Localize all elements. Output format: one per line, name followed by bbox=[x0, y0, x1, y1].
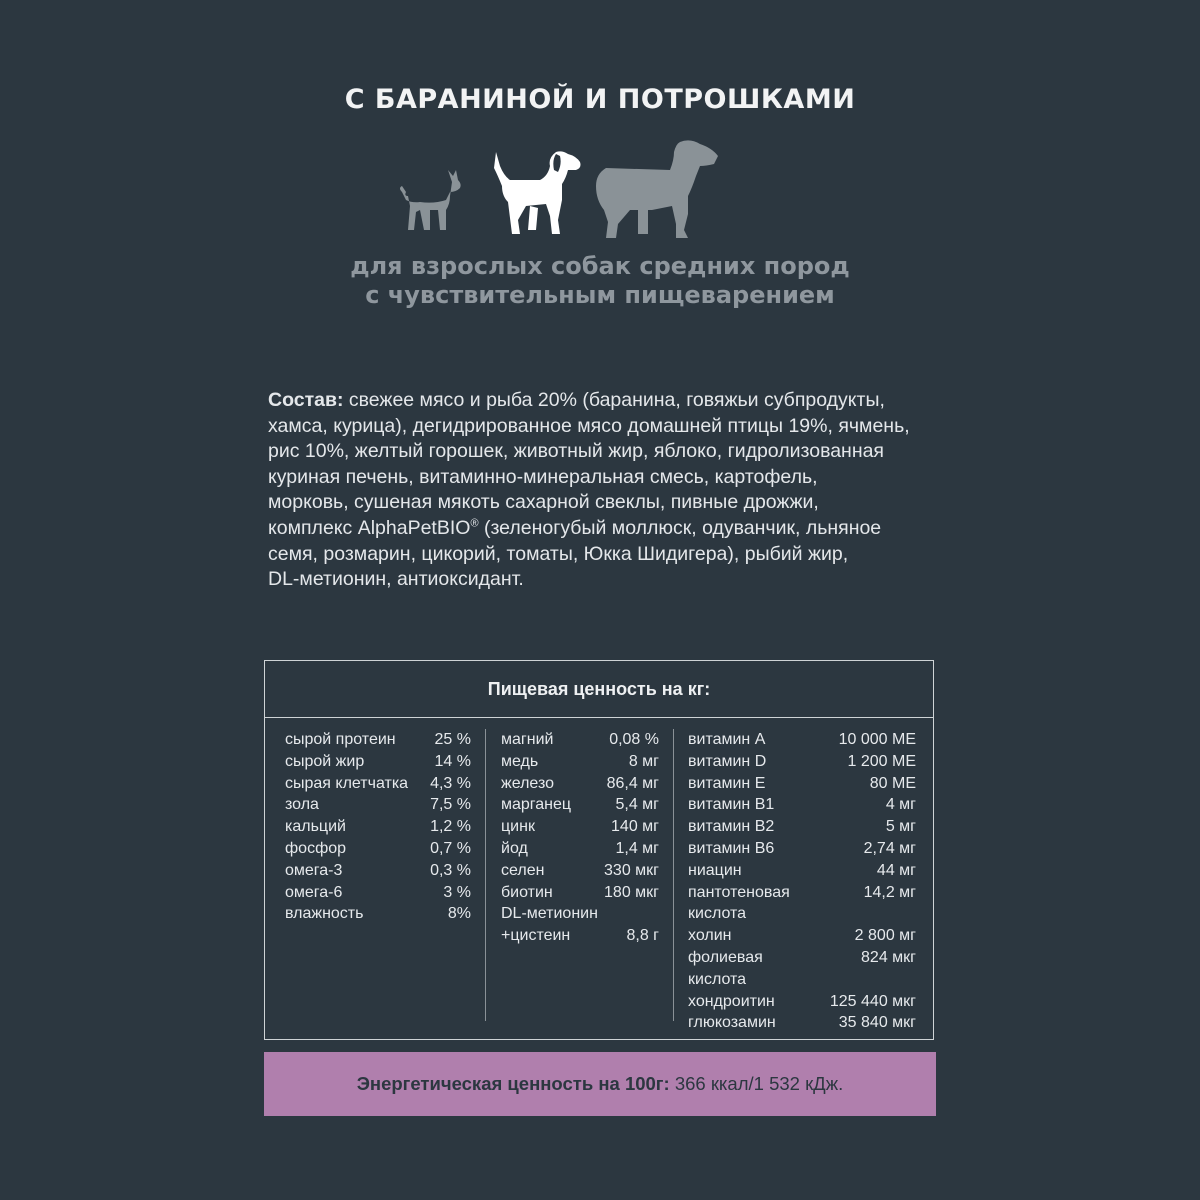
nutrient-name: кислота bbox=[688, 905, 747, 923]
nutrient-value: 4 мг bbox=[885, 796, 916, 814]
nutrient-name: марганец bbox=[501, 796, 572, 814]
nutrient-name: ниацин bbox=[688, 861, 742, 879]
subtitle-line-2: с чувствительным пищеварением bbox=[365, 281, 835, 309]
nutrient-value: 8 мг bbox=[628, 752, 659, 770]
nutrient-row bbox=[688, 794, 916, 816]
nutrient-name: кальций bbox=[285, 818, 346, 836]
nutrient-name: витамин Е bbox=[688, 774, 766, 792]
nutrient-value: 3 % bbox=[443, 883, 471, 901]
registered-mark: ® bbox=[470, 517, 479, 530]
nutrient-row bbox=[501, 773, 659, 795]
column-divider bbox=[673, 729, 674, 1021]
nutrient-value: 10 000 МЕ bbox=[838, 731, 916, 748]
nutrient-row bbox=[688, 729, 916, 751]
nutrient-row bbox=[285, 773, 471, 795]
composition-text bbox=[268, 388, 934, 593]
nutrient-value: 1,4 мг bbox=[615, 839, 659, 857]
small-dog-icon bbox=[400, 170, 461, 230]
nutrient-name: холин bbox=[688, 927, 732, 945]
nutrient-name: сырая клетчатка bbox=[285, 774, 409, 792]
nutrient-name: сырой протеин bbox=[285, 731, 396, 748]
nutrient-name: витамин В1 bbox=[688, 796, 775, 814]
nutrient-row bbox=[688, 947, 916, 969]
nutrient-row bbox=[285, 882, 471, 904]
energy-value-band bbox=[264, 1052, 936, 1116]
nutrient-name: селен bbox=[501, 861, 545, 879]
nutrient-name: биотин bbox=[501, 883, 553, 901]
subtitle-line-1: для взрослых собак средних пород bbox=[350, 252, 850, 280]
composition-line: Состав: свежее мясо и рыба 20% (баранина, говяжьи субпродукты, bbox=[268, 389, 885, 411]
composition-label: Состав: bbox=[268, 389, 344, 411]
nutrient-row bbox=[501, 882, 659, 904]
nutrient-value: 35 840 мкг bbox=[838, 1014, 916, 1032]
nutrient-name: фосфор bbox=[285, 839, 347, 857]
nutrient-value: 80 МЕ bbox=[869, 774, 916, 792]
nutrient-name: сырой жир bbox=[285, 752, 365, 770]
nutrient-value: 140 мг bbox=[611, 818, 659, 836]
nutrient-value: 1 200 МЕ bbox=[847, 752, 916, 770]
nutrient-value: 0,7 % bbox=[430, 839, 471, 857]
nutrient-row bbox=[501, 838, 659, 860]
nutrient-row bbox=[688, 1012, 916, 1034]
nutrient-row bbox=[688, 969, 916, 991]
nutrient-row bbox=[501, 729, 659, 751]
nutrient-row bbox=[688, 838, 916, 860]
composition-line: рис 10%, желтый горошек, животный жир, яблоко, гидролизованная bbox=[268, 440, 884, 463]
nutrient-name: цинк bbox=[501, 818, 535, 836]
nutrient-value: 14,2 мг bbox=[863, 883, 916, 901]
nutrient-name: омега-3 bbox=[285, 861, 343, 879]
nutrient-name: медь bbox=[501, 752, 539, 770]
nutrient-value: 0,08 % bbox=[609, 731, 659, 748]
nutrition-title: Пищевая ценность на кг: bbox=[265, 661, 933, 718]
nutrient-value: 5 мг bbox=[885, 818, 916, 836]
nutrient-row bbox=[285, 794, 471, 816]
nutrient-name: кислота bbox=[688, 970, 747, 988]
energy-value: 366 ккал/1 532 кДж. bbox=[669, 1073, 844, 1094]
nutrition-column-3 bbox=[688, 729, 916, 1034]
nutrient-name: хондроитин bbox=[688, 992, 775, 1010]
composition-line: DL-метионин, антиоксидант. bbox=[268, 568, 524, 591]
nutrient-row bbox=[501, 903, 659, 925]
nutrient-row bbox=[501, 794, 659, 816]
nutrition-column-2 bbox=[501, 729, 659, 947]
nutrient-value: 86,4 мг bbox=[606, 774, 659, 792]
nutrient-row bbox=[501, 925, 659, 947]
nutrient-row bbox=[285, 816, 471, 838]
nutrient-value: 0,3 % bbox=[430, 861, 471, 879]
nutrient-row bbox=[501, 751, 659, 773]
nutrient-name: DL-метионин bbox=[501, 905, 598, 923]
composition-line: семя, розмарин, цикорий, томаты, Юкка Шидигера), рыбий жир, bbox=[268, 542, 849, 565]
nutrient-value: 8,8 г bbox=[626, 927, 659, 945]
composition-line: комплекс AlphaPetBIO® (зеленогубый моллюск, одуванчик, льняное bbox=[268, 516, 882, 539]
composition-line: хамса, курица), дегидрированное мясо домашней птицы 19%, ячмень, bbox=[268, 414, 910, 437]
large-dog-icon bbox=[596, 140, 718, 238]
subtitle bbox=[0, 252, 1200, 310]
nutrient-name: магний bbox=[501, 731, 554, 748]
product-title: С БАРАНИНОЙ И ПОТРОШКАМИ bbox=[344, 84, 856, 115]
nutrient-value: 7,5 % bbox=[430, 796, 471, 814]
nutrient-row bbox=[688, 816, 916, 838]
nutrient-row bbox=[688, 751, 916, 773]
nutrient-row bbox=[501, 860, 659, 882]
nutrient-value: 5,4 мг bbox=[615, 796, 659, 814]
nutrient-row bbox=[285, 751, 471, 773]
nutrient-name: витамин А bbox=[688, 731, 766, 748]
nutrition-table bbox=[264, 660, 934, 1040]
composition-line: морковь, сушеная мякоть сахарной свеклы, пивные дрожжи, bbox=[268, 491, 819, 514]
nutrient-row bbox=[285, 838, 471, 860]
nutrient-row bbox=[688, 991, 916, 1013]
composition-line: куриная печень, витаминно-минеральная смесь, картофель, bbox=[268, 465, 818, 488]
nutrient-name: зола bbox=[285, 796, 319, 814]
nutrient-value: 1,2 % bbox=[430, 818, 471, 836]
nutrient-name: глюкозамин bbox=[688, 1014, 776, 1032]
nutrient-row bbox=[285, 903, 471, 925]
nutrient-name: омега-6 bbox=[285, 883, 343, 901]
nutrient-name: +цистеин bbox=[501, 927, 571, 945]
nutrient-value: 330 мкг bbox=[604, 861, 659, 879]
nutrient-value: 25 % bbox=[434, 731, 471, 748]
nutrient-row bbox=[688, 882, 916, 904]
nutrient-row bbox=[688, 773, 916, 795]
nutrient-row bbox=[688, 860, 916, 882]
energy-label: Энергетическая ценность на 100г: bbox=[356, 1073, 670, 1094]
nutrient-name: влажность bbox=[285, 905, 364, 923]
nutrient-value: 2 800 мг bbox=[854, 927, 916, 945]
nutrient-value: 180 мкг bbox=[604, 883, 659, 901]
nutrient-name: витамин D bbox=[688, 752, 767, 770]
nutrient-value: 824 мкг bbox=[861, 948, 916, 966]
dog-size-icons bbox=[390, 130, 730, 245]
nutrient-row bbox=[688, 903, 916, 925]
column-divider bbox=[485, 729, 486, 1021]
nutrient-name: железо bbox=[501, 774, 555, 792]
nutrient-name: пантотеновая bbox=[688, 883, 790, 901]
nutrient-value: 44 мг bbox=[876, 861, 916, 879]
nutrient-value: 14 % bbox=[434, 752, 471, 770]
nutrient-name: витамин В2 bbox=[688, 818, 775, 836]
nutrient-value: 2,74 мг bbox=[863, 839, 916, 857]
nutrient-row bbox=[501, 816, 659, 838]
nutrition-column-1 bbox=[285, 729, 471, 925]
nutrient-row bbox=[285, 729, 471, 751]
nutrient-name: йод bbox=[501, 839, 528, 857]
nutrient-value: 125 440 мкг bbox=[829, 992, 916, 1010]
nutrient-row bbox=[285, 860, 471, 882]
nutrient-value: 8% bbox=[447, 905, 471, 923]
nutrient-name: фолиевая bbox=[688, 948, 763, 966]
medium-dog-icon bbox=[494, 151, 581, 234]
nutrient-row bbox=[688, 925, 916, 947]
nutrient-name: витамин В6 bbox=[688, 839, 775, 857]
nutrient-value: 4,3 % bbox=[430, 774, 471, 792]
